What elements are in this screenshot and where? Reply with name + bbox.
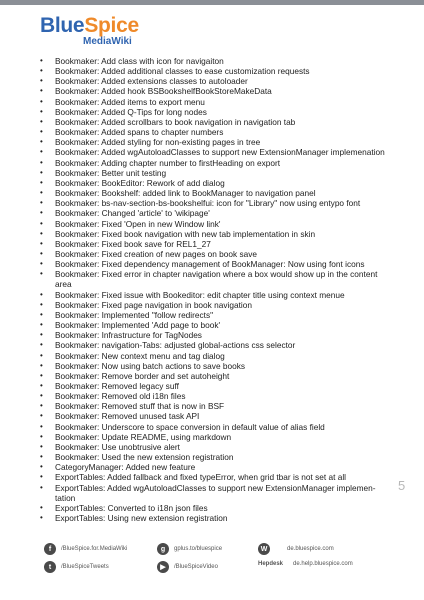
bullet-icon: • [40, 381, 43, 390]
list-item-text: Bookmaker: Fixed issue with Bookeditor: edit chapter title using context menue [55, 289, 345, 300]
list-item-text: Bookmaker: Fixed creation of new pages on book save [55, 248, 258, 259]
list-item [38, 86, 383, 96]
bullet-icon: • [40, 228, 43, 238]
list-item-text: Bookmaker: Added Q-Tips for long nodes [55, 106, 207, 117]
bullet-icon: • [40, 56, 43, 65]
bullet-icon: • [40, 370, 43, 380]
list-item [38, 340, 383, 350]
bullet-icon: • [40, 259, 43, 269]
list-item [38, 56, 383, 66]
footer-gplus[interactable] [157, 543, 222, 555]
list-item-text: Bookmaker: Added styling for non-existing pages in tree [55, 137, 261, 148]
footer [0, 532, 424, 600]
bullet-icon: • [40, 462, 43, 472]
list-item-text: Bookmaker: Bookshelf: added link to BookManager to navigation panel [55, 188, 316, 199]
list-item [38, 208, 383, 218]
list-item [38, 472, 383, 482]
list-item-text: Bookmaker: Now using batch actions to save books [55, 360, 246, 371]
list-item [38, 137, 383, 147]
bullet-icon: • [40, 157, 43, 167]
page-number: 5 [398, 478, 406, 493]
list-item-text: ExportTables: Converted to i18n json files [55, 502, 208, 513]
list-item-text: Bookmaker: Fixed dependency management of BookManager: Now using font icons [55, 259, 365, 270]
list-item [38, 371, 383, 381]
list-item [38, 178, 383, 188]
list-item [38, 168, 383, 178]
bullet-icon: • [40, 391, 43, 401]
bullet-icon: • [40, 360, 43, 370]
list-item [38, 219, 383, 229]
bullet-icon: • [40, 66, 43, 76]
list-item [38, 127, 383, 137]
bullet-icon: • [40, 137, 43, 147]
twitter-link[interactable]: /BlueSpiceTweets [61, 564, 109, 570]
footer-facebook[interactable] [44, 543, 127, 555]
bullet-icon: • [40, 116, 43, 126]
bullet-icon: • [40, 238, 43, 248]
bullet-icon: • [40, 309, 43, 319]
list-item [38, 310, 383, 320]
list-item-text: Bookmaker: Remove border and set autoheight [55, 370, 230, 381]
bullet-icon: • [40, 96, 43, 106]
list-item-text: Bookmaker: New context menu and tag dialog [55, 350, 225, 361]
list-item-text: Bookmaker: Added wgAutoloadClasses to support new ExtensionManager implemenation [55, 147, 385, 158]
top-bar [0, 0, 424, 5]
list-item-text: Bookmaker: Use unobtrusive alert [55, 441, 180, 452]
list-item [38, 300, 383, 310]
list-item [38, 239, 383, 249]
list-item-text: Bookmaker: Removed old i18n files [55, 391, 186, 402]
bullet-icon: • [40, 401, 43, 411]
list-item [38, 361, 383, 371]
list-item [38, 391, 383, 401]
bullet-icon: • [40, 198, 43, 208]
bullet-icon: • [40, 502, 43, 512]
list-item [38, 462, 383, 472]
bullet-icon: • [40, 513, 43, 523]
bullet-icon: • [40, 218, 43, 228]
list-item-text: Bookmaker: Implemented 'Add page to book' [55, 320, 221, 331]
bullet-icon: • [40, 106, 43, 116]
bullet-icon: • [40, 431, 43, 441]
list-item [38, 432, 383, 442]
youtube-link[interactable]: /BlueSpiceVideo [174, 564, 218, 570]
list-item [38, 97, 383, 107]
bullet-icon: • [40, 441, 43, 451]
list-item [38, 452, 383, 462]
list-item-text: Bookmaker: Added hook BSBookshelfBookStoreMakeData [55, 86, 272, 97]
bullet-icon: • [40, 248, 43, 258]
bullet-icon: • [40, 482, 43, 492]
list-item [38, 198, 383, 208]
bluespice-logo [40, 14, 139, 48]
list-item-text: Bookmaker: Used the new extension registration [55, 452, 234, 463]
youtube-icon: ▶ [157, 561, 169, 573]
list-item [38, 320, 383, 330]
list-item-text: CategoryManager: Added new feature [55, 462, 196, 473]
helpdesk-link[interactable]: de.help.bluespice.com [293, 561, 353, 567]
list-item-text: Bookmaker: Fixed page navigation in book navigation [55, 299, 252, 310]
list-item [38, 503, 383, 513]
list-item-text: Bookmaker: Update README, using markdown [55, 431, 232, 442]
twitter-icon: t [44, 561, 56, 573]
wordpress-icon: W [258, 543, 270, 555]
list-item [38, 147, 383, 157]
facebook-icon: f [44, 543, 56, 555]
google-plus-icon: g [157, 543, 169, 555]
list-item-text: Bookmaker: Fixed 'Open in new Window link' [55, 218, 221, 229]
bullet-icon: • [40, 421, 43, 431]
list-item-text: Bookmaker: navigation-Tabs: adjusted global-actions css selector [55, 340, 296, 351]
list-item [38, 330, 383, 340]
list-item-text: ExportTables: Using new extension registration [55, 513, 228, 524]
list-item-text: Bookmaker: Removed unused task API [55, 411, 200, 422]
bullet-icon: • [40, 127, 43, 137]
bullet-icon: • [40, 452, 43, 462]
changelog-list [38, 56, 383, 523]
list-item [38, 188, 383, 198]
bullet-icon: • [40, 177, 43, 187]
bullet-icon: • [40, 350, 43, 360]
list-item [38, 422, 383, 432]
list-item [38, 249, 383, 259]
bullet-icon: • [40, 289, 43, 299]
list-item [38, 411, 383, 421]
helpdesk-label: Hepdesk [258, 561, 284, 567]
bullet-icon: • [40, 269, 43, 279]
list-item-text: Bookmaker: BookEditor: Rework of add dialog [55, 177, 225, 188]
logo-sub: MediaWiki [83, 36, 132, 47]
bullet-icon: • [40, 411, 43, 421]
list-item [38, 483, 383, 503]
bullet-icon: • [40, 472, 43, 482]
list-item [38, 290, 383, 300]
list-item [38, 259, 383, 269]
list-item-text: Bookmaker: Fixed book save for REL1_27 [55, 238, 211, 249]
footer-website[interactable] [258, 543, 334, 555]
bullet-icon: • [40, 320, 43, 330]
list-item [38, 513, 383, 523]
list-item [38, 158, 383, 168]
list-item-text: Bookmaker: Infrastructure for TagNodes [55, 330, 202, 341]
facebook-link[interactable]: /BlueSpice.for.MediaWiki [61, 546, 128, 552]
list-item [38, 66, 383, 76]
website-link[interactable]: de.bluespice.com [287, 546, 334, 552]
bullet-icon: • [40, 188, 43, 198]
list-item [38, 351, 383, 361]
list-item-text: Bookmaker: Added items to export menu [55, 96, 205, 107]
bullet-icon: • [40, 167, 43, 177]
list-item-text: Bookmaker: Implemented "follow redirects" [55, 309, 214, 320]
gplus-link[interactable]: gplus.to/bluespice [174, 546, 223, 552]
list-item [38, 442, 383, 452]
list-item-text: Bookmaker: Added spans to chapter numbers [55, 127, 224, 138]
list-item-text: Bookmaker: Underscore to space conversion in default value of alias field [55, 421, 325, 432]
list-item-text: Bookmaker: Added additional classes to ease customization requests [55, 66, 310, 77]
list-item-text: Bookmaker: Added scrollbars to book navigation in navigation tab [55, 116, 296, 127]
bullet-icon: • [40, 76, 43, 86]
logo-blue: Blue [40, 14, 85, 37]
list-item [38, 401, 383, 411]
bullet-icon: • [40, 340, 43, 350]
list-item-text: Bookmaker: Add class with icon for navigaiton [55, 56, 224, 66]
list-item [38, 229, 383, 239]
list-item [38, 381, 383, 391]
list-item-text: ExportTables: Added fallback and fixed typeError, when grid tbar is not set at all [55, 472, 347, 483]
footer-helpdesk[interactable] [258, 561, 353, 567]
list-item-text: Bookmaker: Removed legacy suff [55, 381, 179, 391]
list-item [38, 117, 383, 127]
list-item-text: Bookmaker: bs-nav-section-bs-bookshelfui: icon for "Library" now using entypo font [55, 198, 361, 209]
bullet-icon: • [40, 147, 43, 157]
list-item [38, 107, 383, 117]
list-item-text: Bookmaker: Better unit testing [55, 167, 167, 178]
list-item-text: Bookmaker: Removed stuff that is now in BSF [55, 401, 225, 412]
list-item-text: Bookmaker: Fixed error in chapter navigation where a box would show up in the content area [55, 269, 378, 290]
bullet-icon: • [40, 330, 43, 340]
bullet-icon: • [40, 208, 43, 218]
list-item-text: Bookmaker: Adding chapter number to firstHeading on export [55, 157, 281, 168]
list-item-text: Bookmaker: Added extensions classes to autoloader [55, 76, 248, 87]
footer-youtube[interactable] [157, 561, 218, 573]
logo-orange: Spice [84, 14, 139, 37]
list-item-text: Bookmaker: Changed 'article' to 'wikipage' [55, 208, 210, 219]
bullet-icon: • [40, 86, 43, 96]
list-item-text: Bookmaker: Fixed book navigation with new tab implementation in skin [55, 228, 316, 239]
list-item [38, 76, 383, 86]
footer-twitter[interactable] [44, 561, 109, 573]
list-item-text: ExportTables: Added wgAutoloadClasses to support new ExtensionManager implemen- tation [55, 482, 376, 503]
bullet-icon: • [40, 299, 43, 309]
list-item [38, 269, 383, 289]
